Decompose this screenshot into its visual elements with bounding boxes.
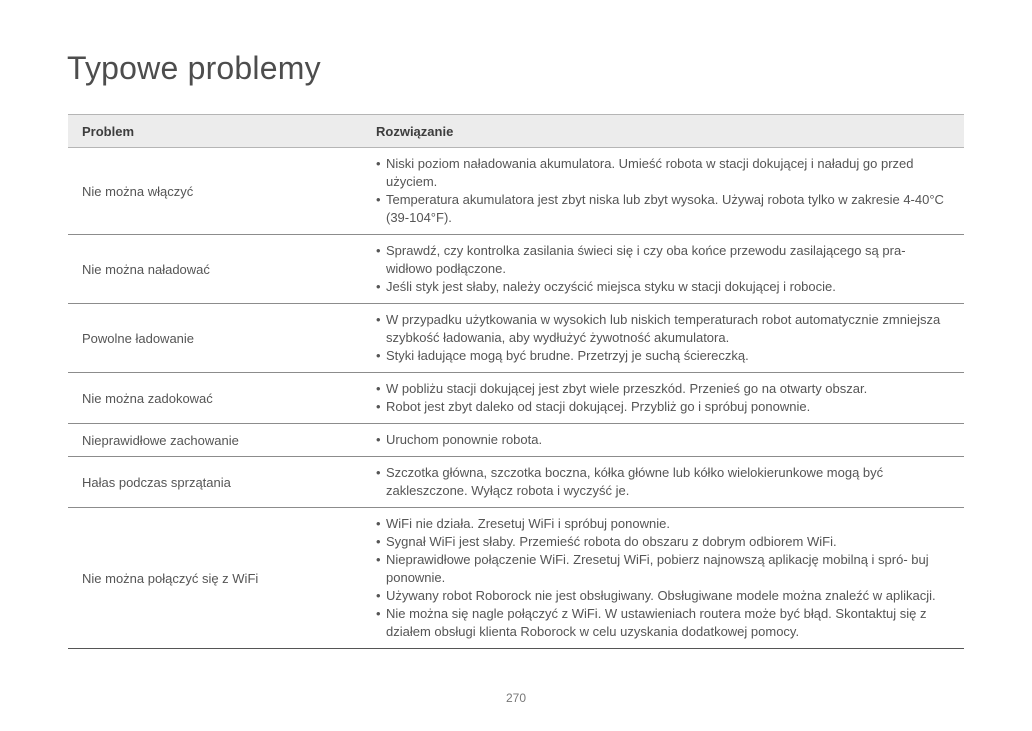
solution-item: • Używany robot Roborock nie jest obsługiwany. Obsługiwane modele można znaleźć w aplikacji. — [376, 587, 952, 605]
header-solution: Rozwiązanie — [376, 123, 454, 139]
solution-item: • Styki ładujące mogą być brudne. Przetrzyj je suchą ściereczką. — [376, 347, 952, 365]
header-problem: Problem — [82, 123, 135, 139]
solution-list — [376, 431, 952, 449]
table-row — [68, 457, 964, 508]
solution-list — [376, 242, 952, 296]
solution-item: • W przypadku użytkowania w wysokich lub niskich temperaturach robot automatycznie zmniejsza szybkość ładowania, aby wydłużyć żywotność akumulatora. — [376, 311, 952, 347]
solution-item: • Temperatura akumulatora jest zbyt niska lub zbyt wysoka. Używaj robota tylko w zakresie 4-40°C (39-104°F). — [376, 191, 952, 227]
table-row — [68, 304, 964, 373]
solution-item: • WiFi nie działa. Zresetuj WiFi i spróbuj ponownie. — [376, 515, 952, 533]
problem-cell: Powolne ładowanie — [82, 330, 195, 346]
solution-item: • Niski poziom naładowania akumulatora. Umieść robota w stacji dokującej i naładuj go przed użyciem. — [376, 155, 952, 191]
solution-item: • Jeśli styk jest słaby, należy oczyścić miejsca styku w stacji dokującej i robocie. — [376, 278, 952, 296]
solution-list — [376, 515, 952, 641]
solution-item: • Sygnał WiFi jest słaby. Przemieść robota do obszaru z dobrym odbiorem WiFi. — [376, 533, 952, 551]
problem-cell: Nieprawidłowe zachowanie — [82, 432, 239, 448]
solution-cell — [365, 380, 964, 416]
solution-item: • Uruchom ponownie robota. — [376, 431, 952, 449]
problem-cell: Nie można włączyć — [82, 183, 194, 199]
solution-cell — [365, 515, 964, 641]
solution-item: • Sprawdź, czy kontrolka zasilania świeci się i czy oba końce przewodu zasilającego są pra- widłowo podłączone. — [376, 242, 952, 278]
solution-cell — [365, 311, 964, 365]
table-row — [68, 424, 964, 457]
solution-cell — [365, 431, 964, 449]
solution-cell — [365, 155, 964, 227]
solution-list — [376, 464, 952, 500]
page-title: Typowe problemy — [67, 50, 321, 86]
table-row — [68, 373, 964, 424]
solution-item: • Robot jest zbyt daleko od stacji dokującej. Przybliż go i spróbuj ponownie. — [376, 398, 952, 416]
table-row — [68, 148, 964, 235]
problem-cell: Nie można połączyć się z WiFi — [82, 570, 259, 586]
solution-item: • W pobliżu stacji dokującej jest zbyt wiele przeszkód. Przenieś go na otwarty obszar. — [376, 380, 952, 398]
solution-list — [376, 155, 952, 227]
table-row — [68, 508, 964, 648]
solution-item: • Szczotka główna, szczotka boczna, kółka główne lub kółko wielokierunkowe mogą być zakleszczone. Wyłącz robota i wyczyść je. — [376, 464, 952, 500]
solution-cell — [365, 242, 964, 296]
solution-item: • Nie można się nagle połączyć z WiFi. W ustawieniach routera może być błąd. Skontaktuj się z działem obsługi klienta Roborock w celu uzyskania dodatkowej pomocy. — [376, 605, 952, 641]
table-row — [68, 235, 964, 304]
troubleshooting-table — [68, 114, 964, 649]
table-header-row — [68, 115, 964, 148]
problem-cell: Hałas podczas sprzątania — [82, 474, 231, 490]
problem-cell: Nie można zadokować — [82, 390, 213, 406]
page-number: 270 — [505, 691, 527, 705]
solution-list — [376, 311, 952, 365]
solution-item: • Nieprawidłowe połączenie WiFi. Zresetuj WiFi, pobierz najnowszą aplikację mobilną i spró- buj ponownie. — [376, 551, 952, 587]
table-body — [68, 148, 964, 648]
problem-cell: Nie można naładować — [82, 261, 210, 277]
solution-list — [376, 380, 952, 416]
solution-cell — [365, 464, 964, 500]
